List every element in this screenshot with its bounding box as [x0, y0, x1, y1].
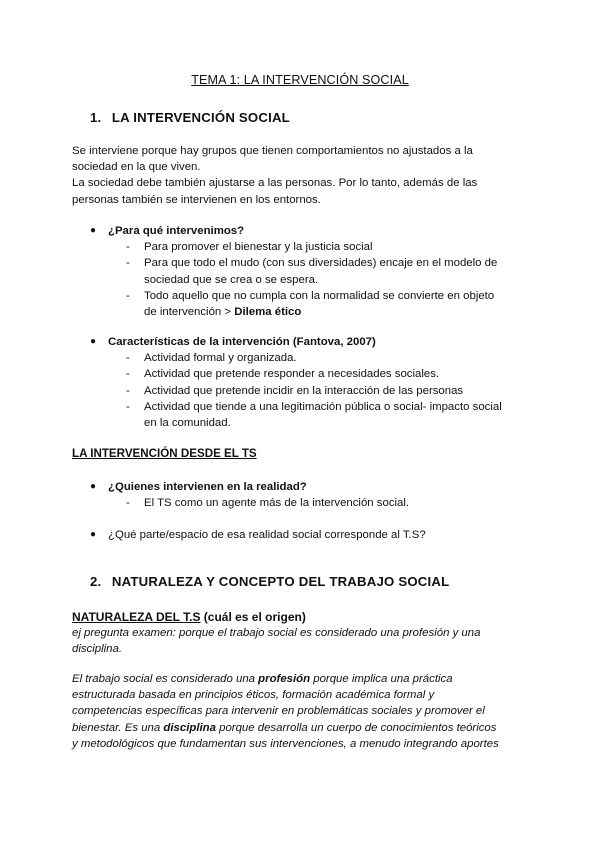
list-item-text: Todo aquello que no cumpla con la normalidad se convierte en objeto — [144, 289, 495, 302]
answer-text: porque implica una práctica — [310, 673, 453, 685]
list-item — [90, 495, 530, 511]
answer-text: porque desarrolla un cuerpo de conocimientos teóricos — [215, 721, 497, 734]
dash-icon: - — [126, 400, 130, 413]
list-item-text: Para promover el bienestar y la justicia social — [144, 241, 373, 254]
list-item-continuation — [90, 304, 530, 320]
exam-question — [72, 625, 528, 657]
question-line: disciplina. — [72, 643, 123, 656]
dash-list — [90, 239, 530, 320]
answer-line: competencias específicas para intervenir en problemáticas sociales y promover el — [72, 705, 485, 718]
bullet-icon: ● — [90, 529, 97, 540]
intro-line: La sociedad debe también ajustarse a las personas. Por lo tanto, además de las — [72, 177, 478, 190]
naturaleza-subheading — [72, 609, 306, 625]
list-item — [90, 350, 530, 366]
bullet-label: ¿Para qué intervenimos? — [108, 225, 245, 237]
bullet-caracteristicas — [90, 334, 530, 431]
list-item-text: Actividad formal y organizada. — [144, 352, 297, 365]
dash-icon: - — [126, 497, 130, 510]
list-item — [90, 288, 530, 304]
bullet-row — [90, 479, 530, 495]
document-title: TEMA 1: LA INTERVENCIÓN SOCIAL — [191, 73, 409, 87]
answer-line — [72, 720, 528, 736]
section-2-number: 2. — [90, 574, 102, 589]
list-item-text: en la comunidad. — [144, 417, 231, 430]
answer-text: bienestar. Es una — [72, 721, 164, 734]
dash-icon: - — [126, 384, 130, 397]
disciplina-text: disciplina — [163, 721, 216, 734]
answer-line: estructurada basada en principios éticos, formación académica formal y — [72, 689, 435, 702]
bullet-icon: ● — [90, 336, 97, 347]
list-item-continuation — [90, 415, 530, 431]
list-item — [90, 255, 530, 271]
bullet-icon: ● — [90, 225, 97, 236]
list-item-text: Actividad que pretende incidir en la interacción de las personas — [144, 384, 464, 397]
list-item-text: Actividad que tiende a una legitimación pública o social- impacto social — [144, 400, 502, 413]
bullet-para-que — [90, 223, 530, 320]
section-1-heading — [90, 110, 290, 126]
answer-text: El trabajo social es considerado una — [72, 673, 259, 685]
dash-icon: - — [126, 289, 130, 302]
bullet-row — [90, 223, 530, 239]
naturaleza-label: NATURALEZA DEL T.S — [72, 610, 201, 624]
dilema-etico-text: Dilema ético — [234, 306, 302, 319]
answer-line: y metodológicos que fundamentan sus intervenciones, a menudo integrando aportes — [72, 737, 499, 750]
bullet-icon: ● — [90, 481, 97, 492]
profesion-text: profesión — [258, 673, 311, 685]
intro-line: Se interviene porque hay grupos que tienen comportamientos no ajustados a la — [72, 145, 473, 157]
list-item-text: Para que todo el mudo (con sus diversidades) encaje en el modelo de — [144, 257, 498, 270]
ts-section-heading: LA INTERVENCIÓN DESDE EL TS — [72, 447, 257, 460]
section-2-title: NATURALEZA Y CONCEPTO DEL TRABAJO SOCIAL — [111, 574, 450, 589]
answer-paragraph — [72, 671, 528, 752]
list-item-continuation — [90, 272, 530, 288]
intro-line: personas también se intervienen en los entornos. — [72, 193, 321, 206]
list-item-text: de intervención > — [144, 306, 235, 319]
bullet-row — [90, 334, 530, 350]
bullet-quienes — [90, 479, 530, 511]
list-item-text: Actividad que pretende responder a necesidades sociales. — [144, 368, 440, 381]
intro-paragraph — [72, 143, 528, 208]
bullet-que-parte — [90, 527, 530, 543]
intro-line: sociedad en la que viven. — [72, 161, 201, 174]
dash-icon: - — [126, 368, 130, 381]
dash-icon: - — [126, 352, 130, 365]
list-item — [90, 366, 530, 382]
bullet-label: ¿Quienes intervienen en la realidad? — [108, 481, 307, 493]
question-line: ej pregunta examen: porque el trabajo social es considerado una profesión y una — [72, 627, 481, 639]
dash-icon: - — [126, 257, 130, 270]
bullet-label: Características de la intervención (Fantova, 2007) — [108, 336, 376, 348]
list-item-text: sociedad que se crea o se espera. — [144, 273, 319, 286]
dash-icon: - — [126, 241, 130, 254]
bullet-row — [90, 527, 530, 543]
section-1-number: 1. — [90, 110, 102, 125]
list-item — [90, 383, 530, 399]
answer-line — [72, 671, 528, 687]
section-2-heading — [90, 574, 449, 590]
dash-list — [90, 495, 530, 511]
bullet-label: ¿Qué parte/espacio de esa realidad social corresponde al T.S? — [108, 529, 426, 541]
list-item — [90, 399, 530, 415]
list-item — [90, 239, 530, 255]
section-1-title: LA INTERVENCIÓN SOCIAL — [111, 110, 290, 125]
dash-list — [90, 350, 530, 431]
naturaleza-origin: (cuál es el origen) — [200, 610, 306, 624]
list-item-text: El TS como un agente más de la intervención social. — [144, 497, 410, 510]
